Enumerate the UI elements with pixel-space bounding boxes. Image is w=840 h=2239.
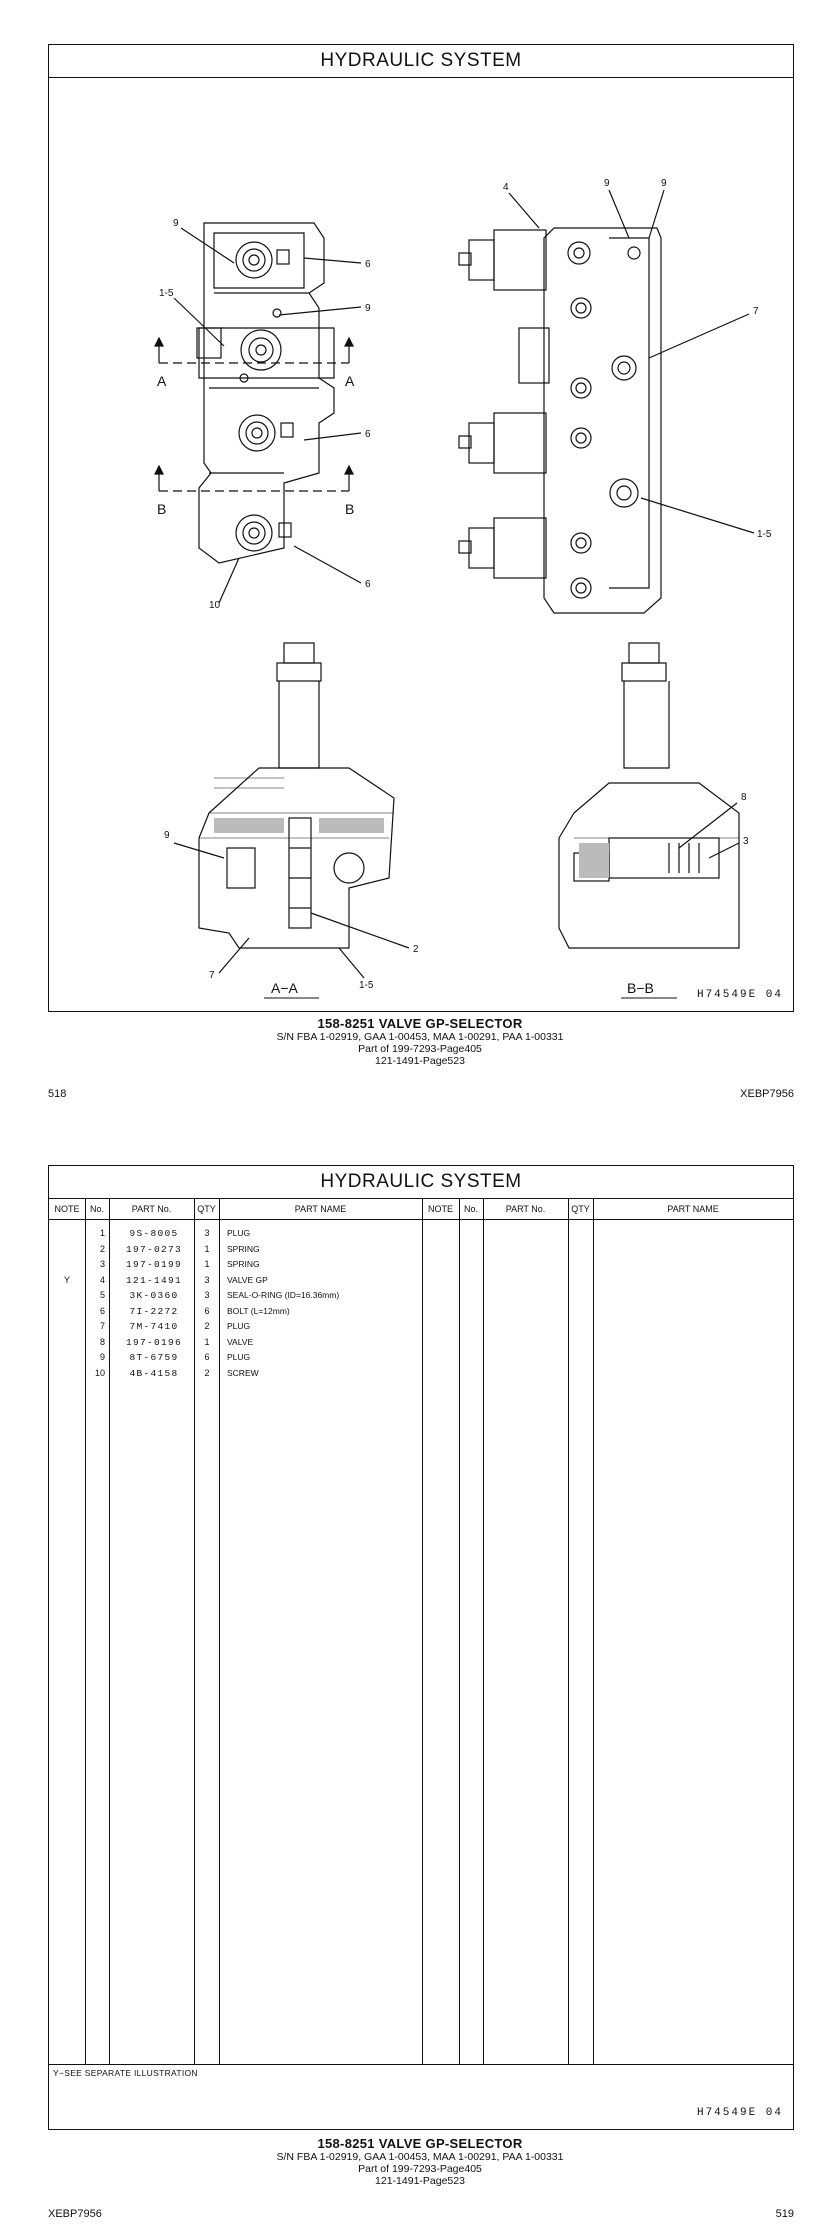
caption-part-of-2: 121-1491-Page523 [375, 2175, 465, 2187]
item-number-cell: 8 [99, 1336, 105, 1347]
quantity-cell: 6 [204, 1305, 210, 1316]
item-number-cell: 5 [99, 1290, 105, 1300]
caption-title: 158-8251 VALVE GP-SELECTOR [317, 2136, 523, 2151]
callout-1-5: 1-5 [159, 288, 174, 299]
quantity-cell: 2 [204, 1321, 210, 1331]
header-note: NOTE [427, 1204, 453, 1214]
col-divider [459, 1199, 460, 2064]
caption-part-of-1: Part of 199-7293-Page405 [358, 1043, 482, 1055]
quantity-cell: 1 [204, 1336, 210, 1347]
caption-part-of-1: Part of 199-7293-Page405 [358, 2163, 482, 2175]
part-number-cell: 197-0199 [125, 1259, 182, 1270]
item-number-cell: 7 [99, 1321, 105, 1331]
caption-title: 158-8251 VALVE GP-SELECTOR [317, 1016, 523, 1031]
side-view-drawing [459, 228, 661, 613]
doc-code-right: XEBP7956 [740, 1088, 794, 1100]
quantity-cell: 3 [204, 1228, 210, 1238]
section-letter-a-right: A [345, 373, 355, 389]
table-row [49, 1366, 422, 1382]
header-qty: QTY [571, 1204, 590, 1214]
header-no: No. [463, 1204, 478, 1214]
quantity-cell: 6 [204, 1352, 210, 1362]
header-note: NOTE [54, 1204, 80, 1214]
callout-9: 9 [365, 303, 371, 314]
part-name-cell: VALVE [227, 1336, 254, 1347]
quantity-cell: 2 [204, 1367, 210, 1378]
item-number-cell: 1 [99, 1228, 105, 1238]
callout-2: 2 [413, 944, 419, 955]
valve-illustration [49, 78, 793, 1008]
callout-6: 6 [365, 579, 371, 590]
callout-1-5: 1-5 [757, 529, 772, 540]
part-name-cell: PLUG [227, 1321, 251, 1331]
part-name-cell: SEAL-O-RING (ID=16.36mm) [227, 1290, 340, 1300]
quantity-cell: 3 [204, 1290, 210, 1300]
quantity-cell: 1 [204, 1259, 210, 1269]
caption-sn: S/N FBA 1-02919, GAA 1-00453, MAA 1-00291, PAA 1-00331 [276, 1031, 564, 1043]
section-letter-b-left: B [157, 501, 167, 517]
caption-part-of-2: 121-1491-Page523 [375, 1055, 465, 1067]
item-number-cell: 10 [94, 1367, 105, 1378]
col-divider [483, 1199, 484, 2064]
item-number-cell: 6 [99, 1305, 105, 1316]
section-letter-b-right: B [345, 501, 355, 517]
table-row [49, 1273, 422, 1289]
section-a-a-drawing [199, 643, 394, 948]
part-number-cell: 4B-4158 [129, 1367, 179, 1379]
part-name-cell: SCREW [227, 1367, 259, 1378]
table-row [49, 1288, 422, 1304]
part-number-cell: 8T-6759 [129, 1352, 179, 1363]
callout-9: 9 [164, 830, 170, 841]
col-divider [593, 1199, 594, 2064]
callout-4: 4 [503, 182, 509, 193]
callout-8: 8 [741, 792, 747, 803]
header-part-no: PART No. [131, 1204, 172, 1214]
header-part-name: PART NAME [294, 1204, 347, 1214]
section-b-b-drawing [559, 643, 739, 948]
part-number-cell: 3K-0360 [129, 1290, 179, 1301]
table-row [49, 1335, 422, 1351]
part-number-cell: 7I-2272 [129, 1305, 179, 1317]
item-number-cell: 9 [99, 1352, 105, 1362]
part-name-cell: SPRING [227, 1243, 260, 1254]
callout-10: 10 [209, 600, 221, 611]
callout-9: 9 [604, 178, 610, 189]
quantity-cell: 3 [204, 1274, 210, 1285]
caption-sn: S/N FBA 1-02919, GAA 1-00453, MAA 1-00291, PAA 1-00331 [276, 2151, 564, 2163]
table-row [49, 1257, 422, 1273]
col-divider [568, 1199, 569, 2064]
callout-6: 6 [365, 429, 371, 440]
table-row [49, 1304, 422, 1320]
part-number-cell: 9S-8005 [129, 1228, 179, 1239]
callout-9: 9 [661, 178, 667, 189]
header-part-no: PART No. [505, 1204, 546, 1214]
table-row [49, 1226, 422, 1242]
callout-6: 6 [365, 259, 371, 270]
doc-code-left: XEBP7956 [48, 2208, 102, 2220]
section-label-b-b: B−B [627, 980, 654, 996]
footnote-separate-illustration: Y−SEE SEPARATE ILLUSTRATION [53, 2068, 198, 2078]
col-divider [422, 1199, 423, 2064]
callout-3: 3 [743, 836, 749, 847]
header-part-name: PART NAME [667, 1204, 719, 1214]
part-name-cell: BOLT (L=12mm) [227, 1305, 290, 1316]
page-number-left: 518 [48, 1088, 67, 1100]
note-cell: Y [63, 1274, 70, 1285]
callout-9: 9 [173, 218, 179, 229]
callout-7: 7 [209, 970, 215, 981]
figure-code: H74549E 04 [696, 989, 783, 1001]
part-name-cell: SPRING [227, 1259, 260, 1269]
front-view-drawing [197, 223, 334, 563]
part-number-cell: 197-0196 [125, 1336, 182, 1348]
part-number-cell: 197-0273 [125, 1243, 182, 1255]
part-name-cell: VALVE GP [227, 1274, 268, 1285]
page-number-right: 519 [775, 2208, 794, 2220]
part-number-cell: 121-1491 [125, 1274, 182, 1286]
caption-bottom [0, 2136, 840, 2187]
parts-list-frame [48, 1165, 794, 2130]
quantity-cell: 1 [204, 1243, 210, 1254]
section-label-a-a: A−A [271, 980, 298, 996]
table-row [49, 1350, 422, 1366]
part-number-cell: 7M-7410 [129, 1321, 179, 1332]
page-title: HYDRAULIC SYSTEM [49, 45, 793, 78]
caption-top [0, 1016, 840, 1067]
footnote-divider [49, 2064, 793, 2065]
part-name-cell: PLUG [227, 1352, 251, 1362]
table-row [49, 1319, 422, 1335]
callout-7: 7 [753, 306, 759, 317]
part-name-cell: PLUG [227, 1228, 251, 1238]
item-number-cell: 2 [99, 1243, 105, 1254]
header-no: No. [89, 1204, 104, 1214]
header-qty: QTY [197, 1204, 216, 1214]
callout-1-5: 1-5 [359, 980, 374, 991]
table-row [49, 1242, 422, 1258]
parts-page-title: HYDRAULIC SYSTEM [49, 1166, 793, 1199]
item-number-cell: 3 [99, 1259, 105, 1269]
section-letter-a-left: A [157, 373, 167, 389]
item-number-cell: 4 [99, 1274, 105, 1285]
figure-code: H74549E 04 [696, 2107, 783, 2119]
illustration-frame [48, 44, 794, 1012]
